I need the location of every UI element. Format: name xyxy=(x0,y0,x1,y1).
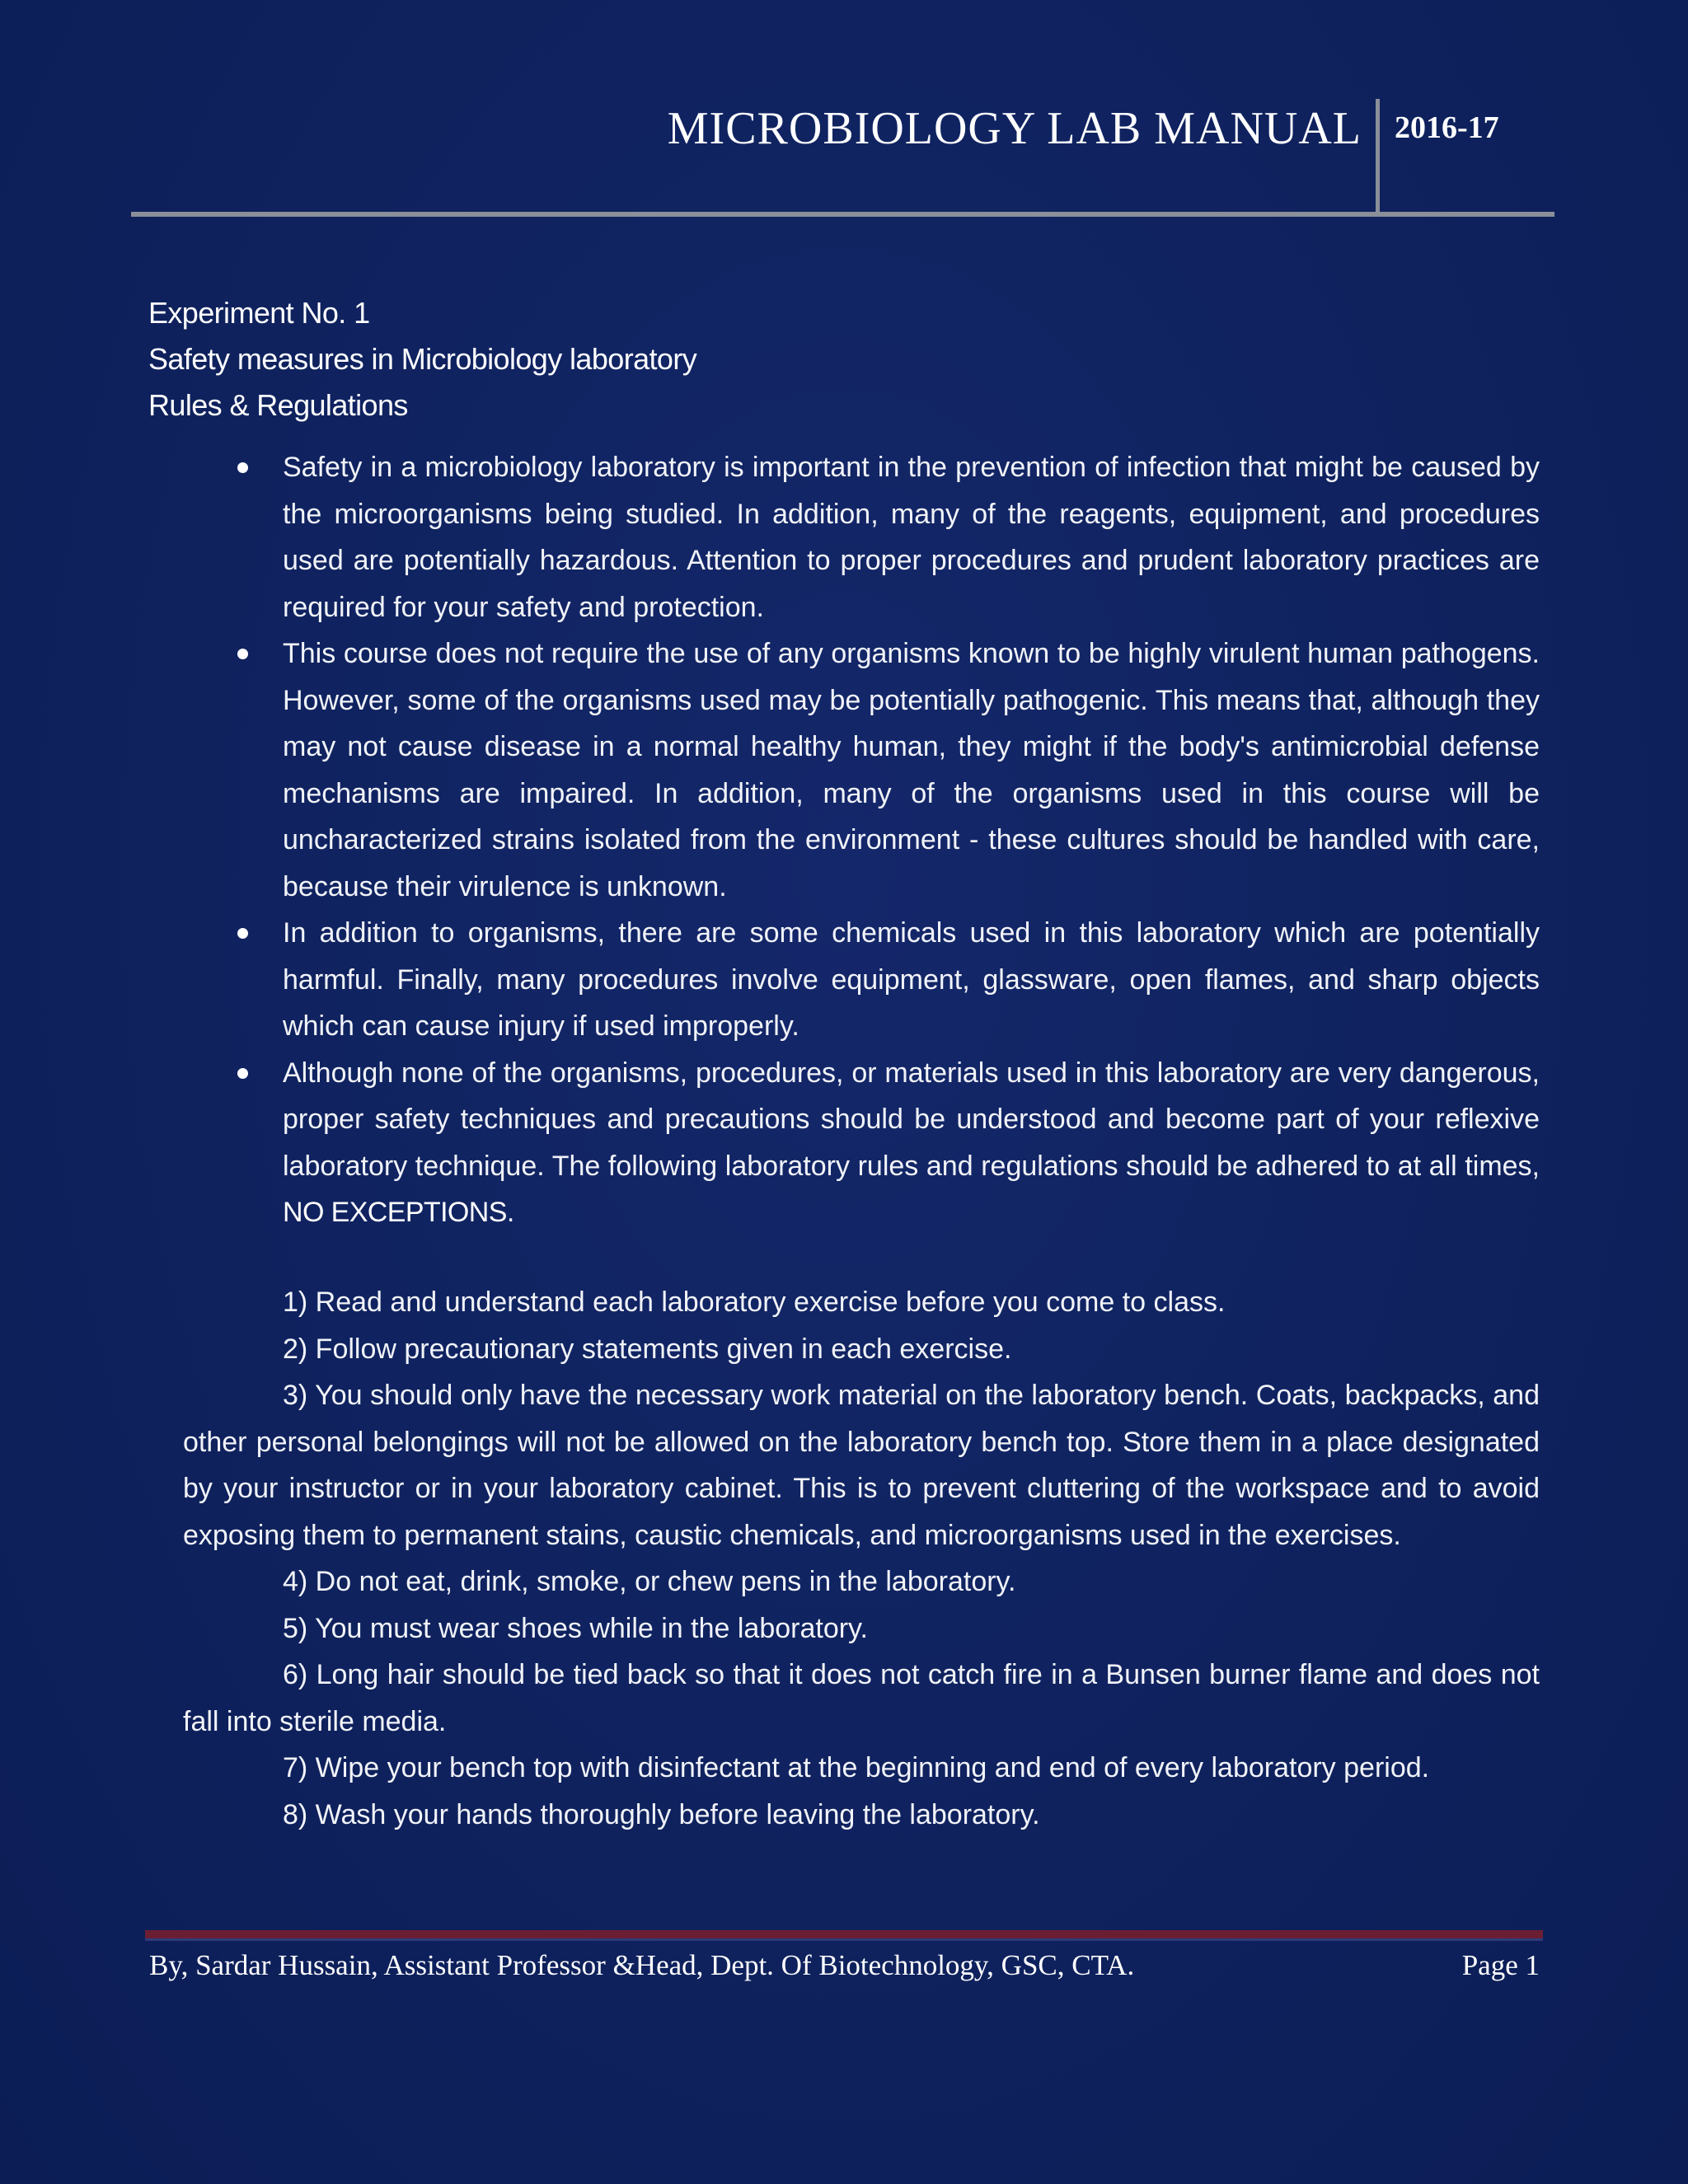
header-year: 2016-17 xyxy=(1395,110,1499,145)
section-headings xyxy=(148,290,696,429)
list-item xyxy=(231,630,1540,910)
bullet-text: In addition to organisms, there are some chemicals used in this laboratory which are potentially harmful. Finally, many procedures involve equipment, glassware, open flames, and sharp objects which can cause injury if used improperly. xyxy=(283,917,1540,1042)
bullet-list xyxy=(231,444,1540,1236)
rule-item: 8) Wash your hands thoroughly before leaving the laboratory. xyxy=(283,1798,1040,1830)
footer-author: By, Sardar Hussain, Assistant Professor &Head, Dept. Of Biotechnology, GSC, CTA. xyxy=(149,1949,1135,1981)
section-title: Rules & Regulations xyxy=(148,388,408,422)
list-item xyxy=(231,1050,1540,1236)
bullet-text: Although none of the organisms, procedures, or materials used in this laboratory are very dangerous, proper safety techniques and precautions should be understood and become part of your reflexive laboratory technique. The following laboratory rules and regulations should be adhered to at all times, xyxy=(283,1057,1540,1182)
footer-rule xyxy=(145,1930,1543,1941)
rules-list xyxy=(183,1279,1540,1838)
rule-item: 3) You should only have the necessary work material on the laboratory bench. Coats, backpacks, and other personal belongings will not be allowed on the laboratory bench top. Store them in a place designated by your instructor or in your laboratory cabinet. This is to prevent cluttering of the workspace and to avoid exposing them to permanent stains, caustic chemicals, and microorganisms used in the exercises. xyxy=(183,1380,1540,1551)
bullet-end: . xyxy=(506,1197,515,1228)
no-exceptions-emphasis: NO EXCEPTIONS xyxy=(283,1197,507,1228)
bullet-text: This course does not require the use of any organisms known to be highly virulent human pathogens. However, some of the organisms used may be potentially pathogenic. This means that, although they may not cause disease in a normal healthy human, they might if the body's antimicrobial defense mechanisms are impaired. In addition, many of the organisms used in this course will be uncharacterized strains isolated from the environment - these cultures should be handled with care, because their virulence is unknown. xyxy=(283,638,1540,902)
rule-item: 4) Do not eat, drink, smoke, or chew pens in the laboratory. xyxy=(283,1566,1016,1597)
bullet-icon xyxy=(237,928,248,939)
list-item xyxy=(231,910,1540,1050)
bullet-text: Safety in a microbiology laboratory is important in the prevention of infection that might be caused by the microorganisms being studied. In addition, many of the reagents, equipment, and procedures used are potentially hazardous. Attention to proper procedures and prudent laboratory practices are required for your safety and protection. xyxy=(283,452,1540,623)
header-divider-vertical xyxy=(1376,99,1380,216)
experiment-number: Experiment No. 1 xyxy=(148,296,370,330)
rule-item: 1) Read and understand each laboratory exercise before you come to class. xyxy=(283,1286,1226,1318)
rule-item: 2) Follow precautionary statements given in each exercise. xyxy=(283,1333,1012,1365)
rule-item: 5) You must wear shoes while in the laboratory. xyxy=(283,1612,868,1644)
bullet-icon xyxy=(237,649,248,659)
header-title: MICROBIOLOGY LAB MANUAL xyxy=(667,103,1362,154)
page-number: Page 1 xyxy=(1461,1949,1540,1981)
header-rule xyxy=(131,212,1554,217)
bullet-icon xyxy=(237,462,248,473)
bullet-icon xyxy=(237,1068,248,1079)
experiment-title: Safety measures in Microbiology laboratory xyxy=(148,342,697,376)
rule-item: 6) Long hair should be tied back so that it does not catch fire in a Bunsen burner flame and does not fall into sterile media. xyxy=(183,1659,1540,1737)
rule-item: 7) Wipe your bench top with disinfectant at the beginning and end of every laboratory period. xyxy=(283,1752,1430,1783)
list-item xyxy=(231,444,1540,630)
